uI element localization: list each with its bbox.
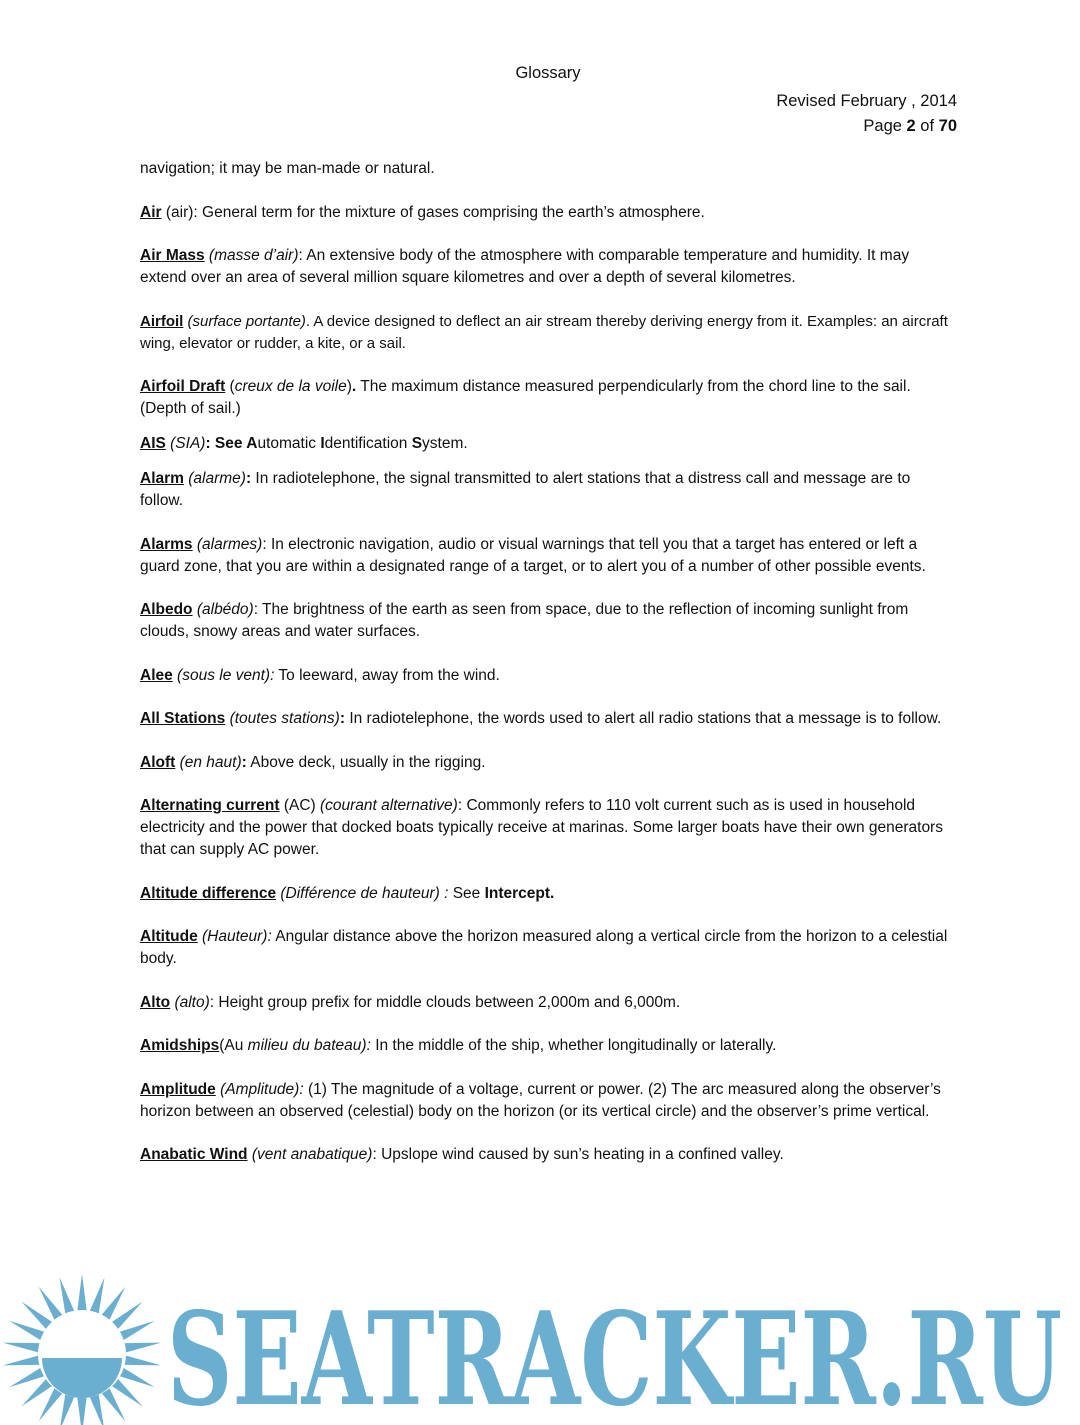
term-abbr: (Au: [219, 1037, 248, 1054]
term: Amplitude: [140, 1080, 216, 1098]
page-title: Glossary: [515, 64, 581, 82]
term: Aloft: [140, 753, 176, 771]
paren-open: (: [225, 378, 235, 395]
definition: In radiotelephone, the signal transmitted to alert stations that a distress call and message are to follow.: [140, 470, 911, 509]
entry-airfoil-draft: [140, 376, 950, 420]
french-term: (Amplitude):: [215, 1080, 304, 1098]
acronym-letter: A: [246, 435, 258, 452]
entry-alarm: [140, 468, 950, 512]
page-header: [776, 89, 957, 139]
french-term: milieu du bateau):: [247, 1037, 371, 1054]
term-abbr: (air): [161, 203, 194, 221]
french-term: (courant alternative): [319, 797, 458, 814]
entry-airfoil: [140, 311, 950, 355]
term: Alarm: [140, 470, 184, 487]
definition: In the middle of the ship, whether longitudinally or laterally.: [370, 1037, 777, 1054]
watermark-graphic: [0, 1262, 1080, 1425]
page-total: 70: [938, 117, 957, 135]
watermark: [0, 1262, 1080, 1425]
entry-altitude: [140, 926, 950, 970]
cross-reference: Intercept.: [484, 884, 555, 902]
term-separator: :: [245, 470, 252, 487]
acronym-word: ystem.: [422, 435, 468, 452]
definition: In radiotelephone, the words used to alert all radio stations that a message is to follow.: [345, 710, 942, 727]
definition: . A device designed to deflect an air stream thereby deriving energy from it. Examples: an aircraft wing, elevator or rudder, a kite, or a sail.: [140, 312, 948, 352]
term: Air: [140, 203, 162, 221]
french-term: (toutes stations): [225, 710, 340, 727]
term-separator: :: [339, 710, 346, 727]
entry-amidships: [140, 1035, 950, 1057]
term: Anabatic Wind: [140, 1146, 248, 1163]
french-term: (alarmes): [192, 535, 263, 553]
acronym-letter: S: [411, 435, 423, 452]
french-term: (Différence de hauteur) :: [276, 884, 449, 902]
term-separator: :: [241, 753, 247, 771]
french-term: (albédo): [192, 601, 254, 618]
entry-alto: [140, 992, 950, 1014]
entry-all-stations: [140, 708, 950, 730]
french-term: (SIA): [165, 435, 206, 452]
watermark-text: SEATRACKER.RU: [167, 1285, 1062, 1425]
french-term: (alarme): [183, 470, 246, 487]
definition: : The brightness of the earth as seen from space, due to the reflection of incoming sunlight from clouds, snowy areas and water surfaces.: [140, 601, 909, 640]
definition: (1) The magnitude of a voltage, current or power. (2) The arc measured along the observer’s horizon between an observed (celestial) body on the horizon (or its vertical circle) and the observer’s prime vertical.: [140, 1080, 941, 1120]
term: Altitude: [140, 928, 198, 945]
french-term: (surface portante): [183, 312, 306, 330]
term: Alternating current: [140, 797, 280, 814]
sun-logo-icon: [3, 1274, 161, 1425]
term: Alee: [140, 666, 173, 684]
entry-alarms: [140, 534, 950, 578]
continued-definition: navigation; it may be man-made or natural.: [140, 160, 435, 177]
entry-alternating-current: [140, 795, 950, 861]
term: Air Mass: [140, 247, 205, 264]
entry-alee: [140, 665, 950, 687]
definition: Above deck, usually in the rigging.: [246, 753, 486, 771]
page-number: [776, 114, 957, 139]
definition: To leeward, away from the wind.: [274, 666, 500, 684]
term: Alarms: [140, 535, 193, 553]
term: Airfoil Draft: [140, 378, 226, 395]
page-label: Page: [863, 117, 907, 135]
term: Altitude difference: [140, 884, 277, 902]
french-term: (Hauteur):: [197, 928, 272, 945]
entry-albedo: [140, 599, 950, 643]
french-term: (alto): [170, 993, 210, 1011]
entry-air-mass: [140, 245, 950, 289]
term: Amidships: [140, 1037, 220, 1054]
see-label: : See: [205, 435, 247, 452]
term: Alto: [140, 993, 171, 1011]
paren-close: ): [346, 378, 352, 395]
french-term: (vent anabatique): [247, 1146, 373, 1163]
page-current: 2: [906, 117, 916, 135]
definition: Angular distance above the horizon measured along a vertical circle from the horizon to a celestial body.: [140, 928, 948, 967]
see-label: See: [448, 884, 485, 902]
acronym-word: dentification: [324, 435, 412, 452]
french-term: creux de la voile: [234, 378, 347, 395]
term: Airfoil: [140, 312, 184, 330]
entry-aloft: [140, 752, 950, 774]
term-abbr: (AC): [279, 797, 320, 814]
french-term: (en haut): [175, 753, 242, 771]
definition: : Height group prefix for middle clouds between 2,000m and 6,000m.: [209, 993, 681, 1011]
definition: : Upslope wind caused by sun’s heating in a confined valley.: [372, 1146, 784, 1163]
entry-altitude-difference: [140, 883, 950, 905]
definition: : Commonly refers to 110 volt current such as is used in household electricity and the power that docked boats typically receive at marinas. Some larger boats have their own generators that can supply AC power.: [140, 797, 943, 858]
term-separator: .: [351, 378, 357, 395]
acronym-letter: I: [320, 435, 325, 452]
term: All Stations: [140, 710, 226, 727]
term: Albedo: [140, 601, 193, 618]
definition: : General term for the mixture of gases comprising the earth’s atmosphere.: [193, 203, 705, 221]
french-term: (sous le vent):: [172, 666, 275, 684]
term: AIS: [140, 435, 166, 452]
acronym-word: utomatic: [257, 435, 321, 452]
entry-ais: [140, 433, 950, 455]
definition: : In electronic navigation, audio or visual warnings that tell you that a target has entered or left a guard zone, that you are within a designated range of a target, or to alert you of a number of other possible events.: [140, 535, 926, 575]
french-term: (masse d’air): [204, 247, 299, 264]
page-of: of: [915, 117, 939, 135]
definition: : An extensive body of the atmosphere with comparable temperature and humidity. It may extend over an area of several million square kilometres and over a depth of several kilometres.: [140, 247, 910, 286]
definition: The maximum distance measured perpendicularly from the chord line to the sail. (Depth of sail.): [140, 378, 911, 417]
glossary-body: [140, 158, 950, 1188]
entry-amplitude: [140, 1079, 950, 1123]
entry-air: [140, 202, 950, 224]
entry-anabatic-wind: [140, 1144, 950, 1166]
revision-date: Revised February , 2014: [776, 92, 957, 110]
